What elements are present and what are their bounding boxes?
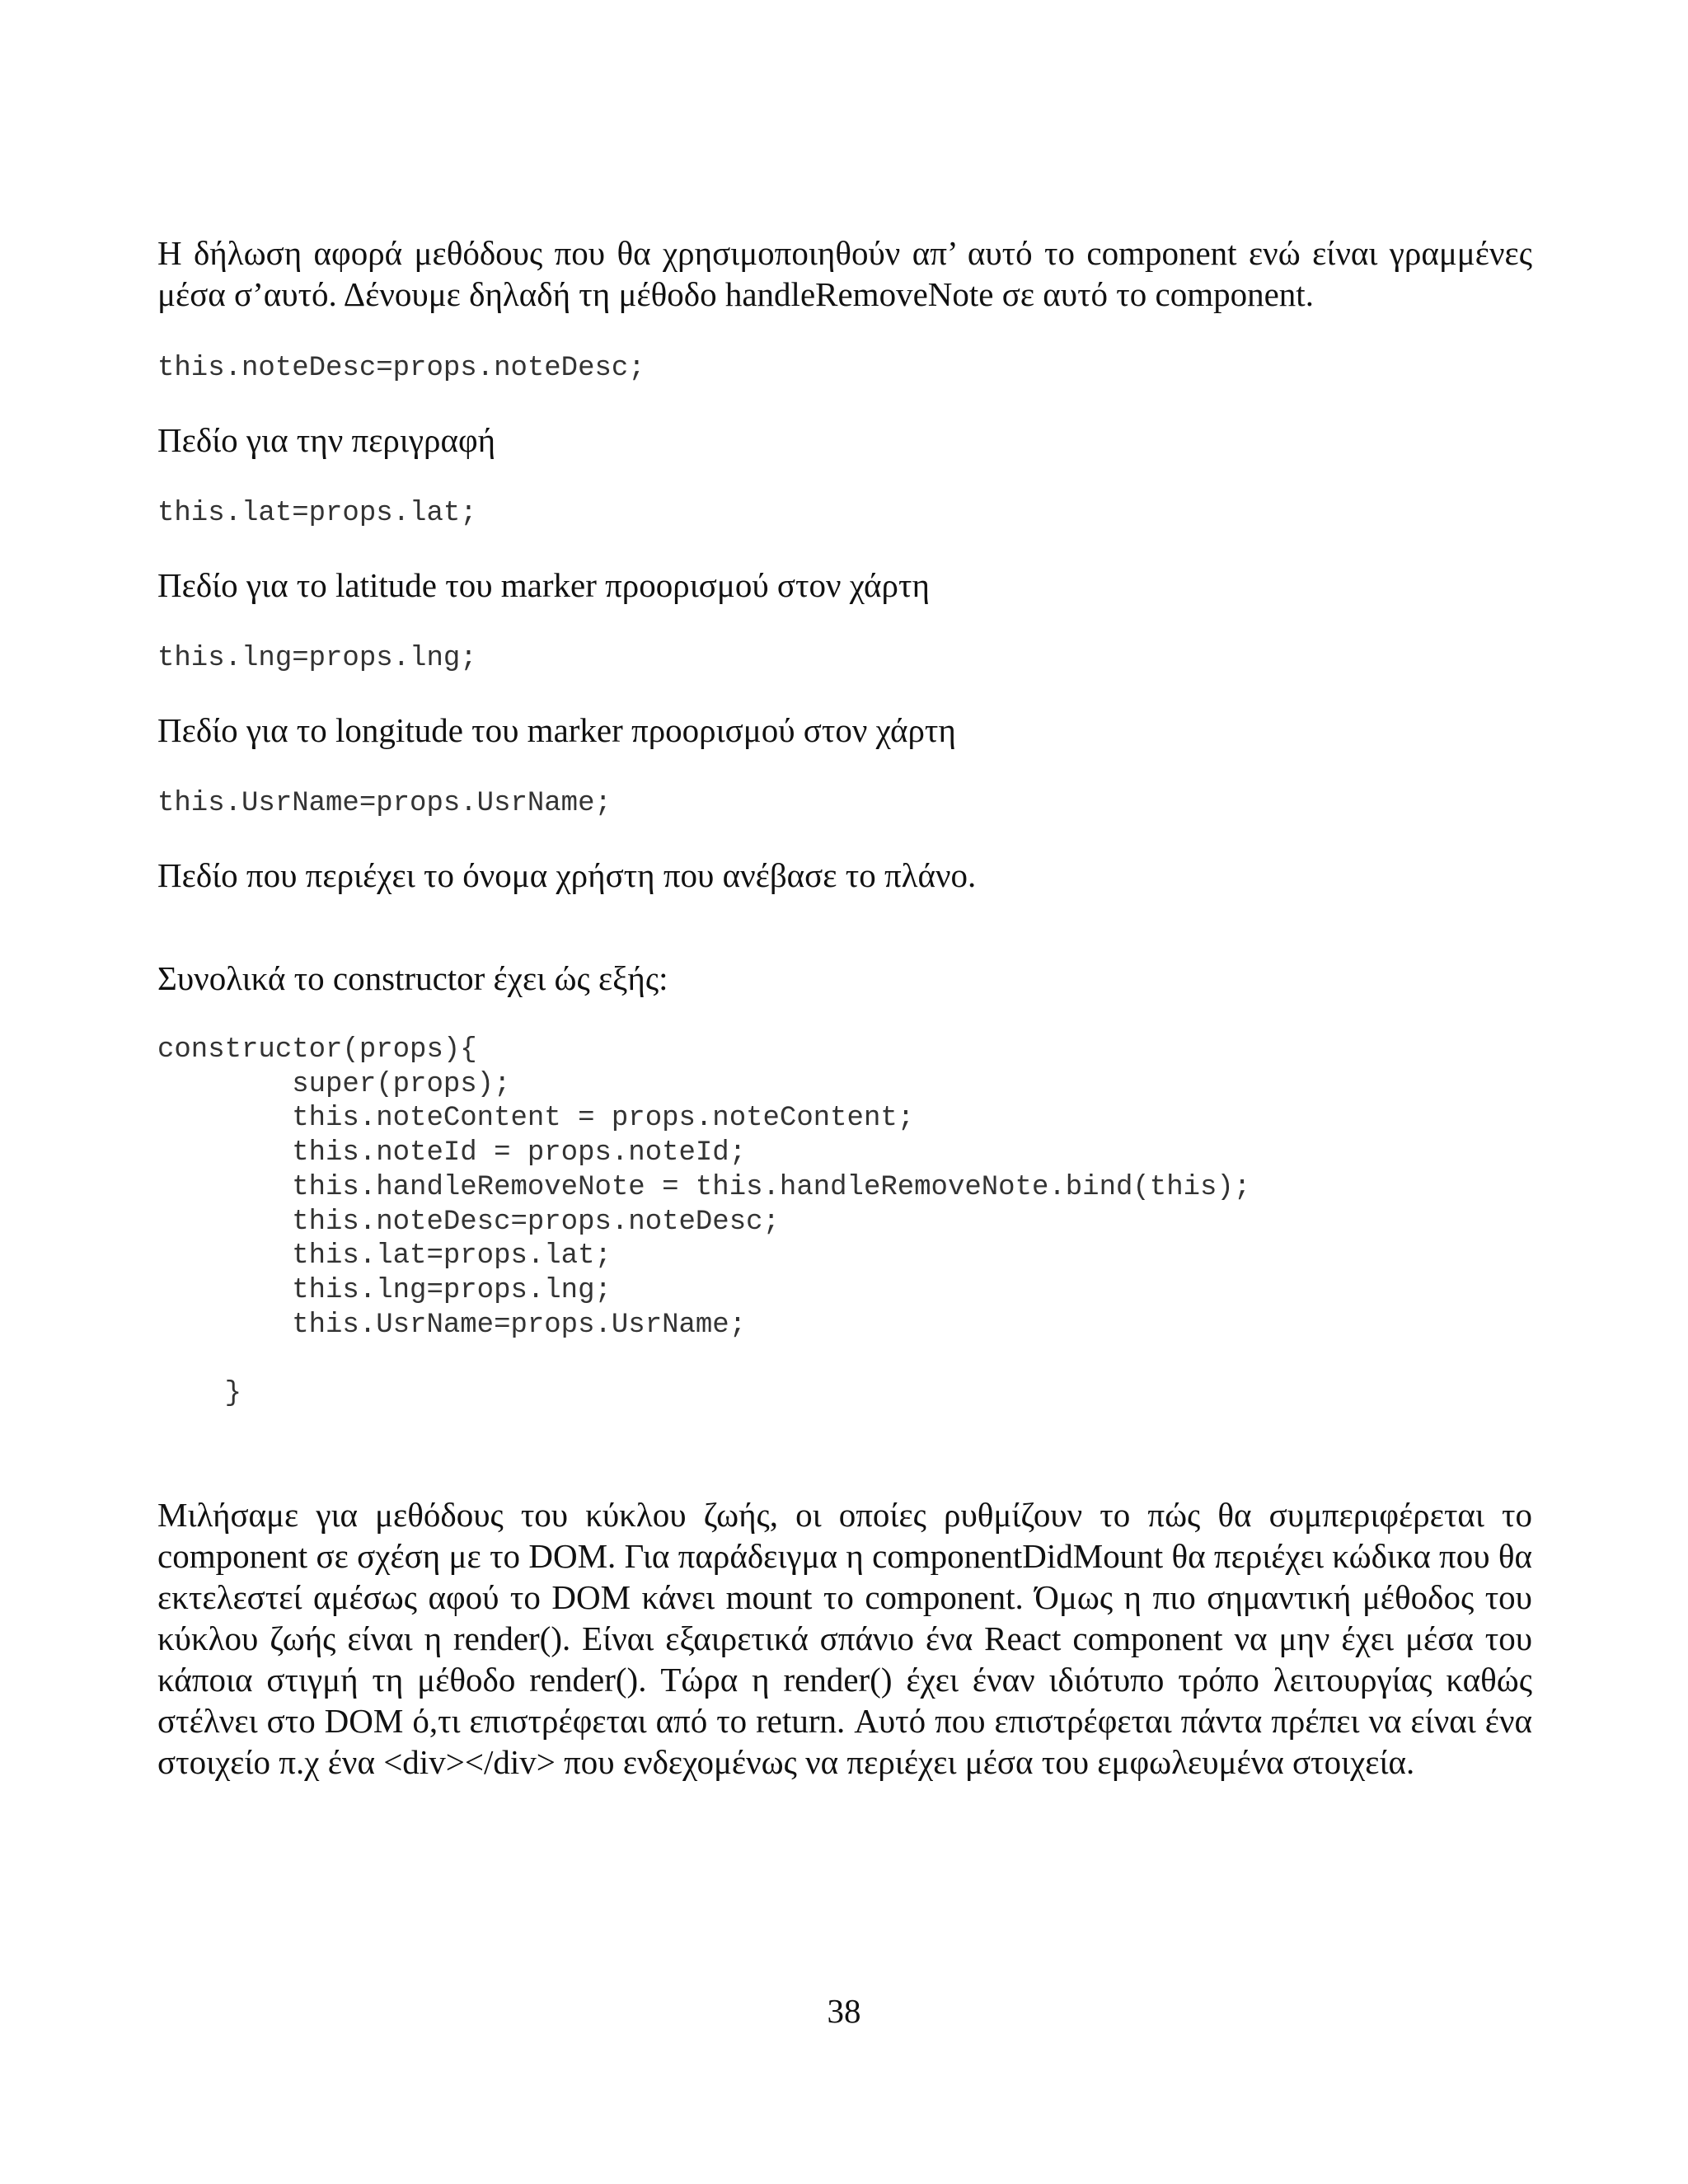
page-number: 38 [827, 1992, 861, 2030]
page-content [157, 232, 1532, 1783]
field-description-lat: Πεδίο για το latitude του marker προορισμού στον χάρτη [157, 566, 930, 604]
field-description-usrname: Πεδίο που περιέχει το όνομα χρήστη που ανέβασε το πλάνο. [157, 856, 977, 894]
lifecycle-paragraph: Μιλήσαμε για μεθόδους του κύκλου ζωής, οι οποίες ρυθμίζουν το πώς θα συμπεριφέρεται το component σε σχέση με το DOM. Για παράδειγμα η componentDidMount θα περιέχει κώδικα που θα εκτελεστεί αμέσως αφού το DOM κάνει mount το component. Όμως η πιο σημαντική μέθοδος του κύκλου ζωής είναι η render(). Είναι εξαιρετικά σπάνιο ένα React component να μην έχει μέσα του κάποια στιγμή τη μέθοδο render(). Τώρα η render() έχει έναν ιδιότυπο τρόπο λειτουργίας καθώς στέλνει στο DOM ό,τι επιστρέφεται από το return. Αυτό που επιστρέφεται πάντα πρέπει να είναι ένα στοιχείο π.χ ένα <div></div> που ενδεχομένως να περιέχει μέσα του εμφωλευμένα στοιχεία. [157, 1495, 1532, 1781]
field-description-note-desc: Πεδίο για την περιγραφή [157, 421, 496, 459]
code-line-lat: this.lat=props.lat; [157, 498, 477, 529]
code-line-usrname: this.UsrName=props.UsrName; [157, 788, 612, 819]
field-description-lng: Πεδίο για το longitude του marker προορισμού στον χάρτη [157, 711, 956, 749]
intro-paragraph: Η δήλωση αφορά μεθόδους που θα χρησιμοποιηθούν απ’ αυτό το component ενώ είναι γραμμένες μέσα σ’αυτό. Δένουμε δηλαδή τη μέθοδο handleRemoveNote σε αυτό το component. [157, 234, 1532, 313]
constructor-code-block: constructor(props){ super(props); this.noteContent = props.noteContent; this.noteId = props.noteId; this.handleRemoveNote = this.handleRemoveNote.bind(this); this.noteDesc=props.noteDesc; this.lat=props.lat; this.lng=props.lng; this.UsrName=props.UsrName; } [157, 1034, 1251, 1410]
code-line-note-desc: this.noteDesc=props.noteDesc; [157, 353, 645, 384]
code-line-lng: this.lng=props.lng; [157, 643, 477, 674]
summary-label: Συνολικά το constructor έχει ώς εξής: [157, 959, 668, 997]
